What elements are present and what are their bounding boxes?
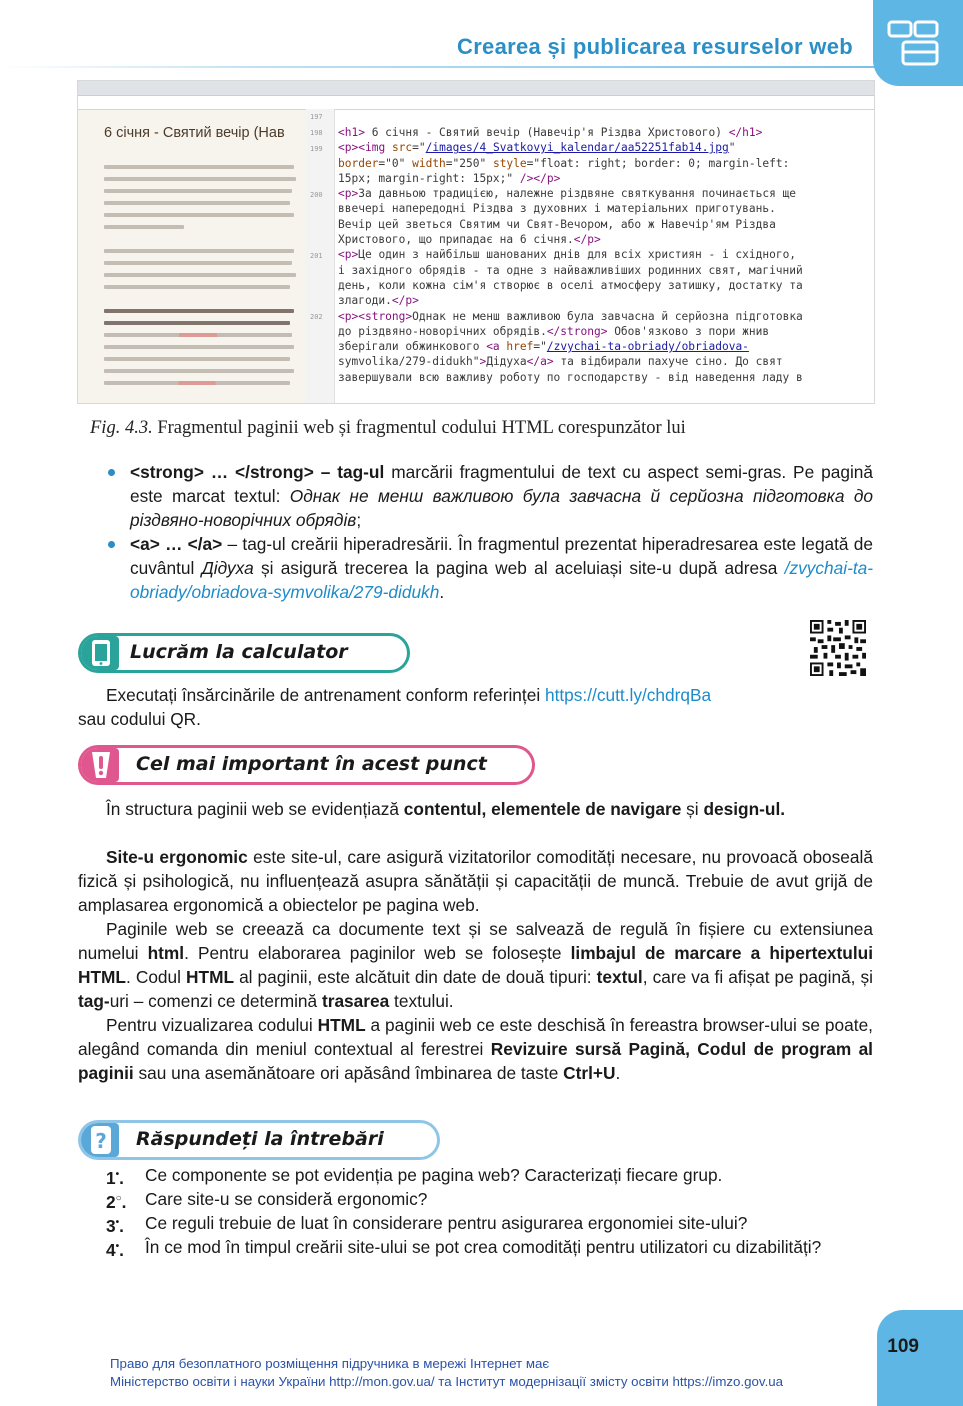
page-number-tab xyxy=(877,1310,963,1406)
code-line: Вечір цей зветься Святим чи Свят-Вечором, або ж Навечір'ям Різдва xyxy=(338,217,776,231)
source-tabbar xyxy=(306,81,874,96)
banner-title: Cel mai important în acest punct xyxy=(136,753,487,775)
page-number: 109 xyxy=(887,1336,919,1357)
question-item: 3•. Ce reguli trebuie de luat în considerare pentru asigurarea ergonomiei site-ului? xyxy=(106,1213,748,1236)
bullet-italic: Дiдуха xyxy=(201,558,254,578)
code-line: <p>Це один з найбільш шанованих днів для всіх християн - і східного, xyxy=(338,248,797,262)
important-paragraph-4: Pentru vizualizarea codului HTML a paginii web ce este deschisă în fereastra browser-ului se poate, alegând comanda din meniul contextual al ferestrei Revizuire sursă Pagină, Codul de program al paginii sau una asemănătoare ori apăsând îmbinarea de taste Ctrl+U. xyxy=(78,1015,873,1083)
code-line: <p>За давньою традицією, належне різдвяне святкування починається ще xyxy=(338,187,797,201)
bullet-code: <strong> … </strong> xyxy=(130,462,314,482)
figure-caption xyxy=(90,418,686,439)
page-text-lines xyxy=(104,165,304,393)
bullet-code: <a> … </a> xyxy=(130,534,223,554)
line-number: 201 xyxy=(310,252,323,260)
line-number: 197 xyxy=(310,113,323,121)
bullet-tail: ; xyxy=(356,510,362,530)
browser-window-source xyxy=(306,81,874,403)
calculator-instruction-2: sau codului QR. xyxy=(78,709,201,729)
banner-important xyxy=(78,745,535,785)
code-line: 15px; margin-right: 15px;" /></p> xyxy=(338,171,561,185)
question-item: 2○. Care site-u se consideră ergonomic? xyxy=(106,1189,428,1212)
code-line: symvolika/279-didukh">Дідуха</a> та відбирали пахуче сіно. До свят xyxy=(338,355,783,369)
svg-text:?: ? xyxy=(95,1129,107,1153)
banner-questions xyxy=(78,1120,440,1160)
code-line: завершували всю важливу роботу по господарству - від наведення ладу в xyxy=(338,370,803,384)
important-paragraph-1: În structura paginii web se evidențiază contentul, elementele de navigare și design-ul. xyxy=(106,799,786,819)
html-source-code xyxy=(338,125,874,385)
exclamation-icon xyxy=(81,748,119,782)
line-number: 199 xyxy=(310,145,323,153)
qr-code-icon[interactable] xyxy=(810,620,866,676)
browser-urlbar xyxy=(78,96,306,110)
header-rule xyxy=(0,66,880,68)
header-title: Crearea și publicarea resurselor web xyxy=(457,34,853,59)
line-number: 202 xyxy=(310,313,323,321)
web-layout-icon xyxy=(887,18,947,70)
line-number: 198 xyxy=(310,129,323,137)
page-heading: 6 січня - Святий вечір (Нав xyxy=(104,125,285,141)
question-list xyxy=(106,1163,874,1259)
code-line: до різдвяно-новорічних обрядів.</strong> Обов'язково з пори жнив xyxy=(338,324,770,338)
code-line: день, коли кожна сім'я створює в оселі атмосферу затишку, достатку та xyxy=(338,278,803,292)
important-paragraph-3: Paginile web se creează ca documente text și se salvează de regulă în fișiere cu extensiunea numelui html. Pentru elaborarea paginilor web se folosește limbajul de marcare a hipertextului HTML. Codul HTML al paginii, este alcătuit din date de două tipuri: textul, care va fi afișat pe pagină, și tag-uri – comenzi ce determină trasarea textului. xyxy=(78,919,874,1011)
banner-calculator xyxy=(78,633,410,673)
line-number: 200 xyxy=(310,191,323,199)
calculator-link[interactable]: https://cutt.ly/chdrqBa xyxy=(544,685,712,705)
bullet-strong xyxy=(107,460,873,532)
code-line: <h1> 6 січня - Святий вечір (Навечір'я Різдва Христового) </h1> xyxy=(338,126,763,139)
question-icon xyxy=(81,1123,119,1157)
footer-line-2: Міністерство освіти і науки України http://mon.gov.ua/ та Інститут модернізації змісту освіти https://imzo.gov.ua xyxy=(110,1374,784,1389)
browser-tabbar xyxy=(78,81,306,96)
corner-tab xyxy=(873,0,963,86)
banner-title: Răspundeți la întrebări xyxy=(136,1128,384,1150)
source-urlbar xyxy=(306,96,874,110)
caption-prefix: Fig. 4.3. xyxy=(90,418,153,438)
footer-line-1: Право для безоплатного розміщення підручника в мережі Інтернет має xyxy=(110,1356,550,1371)
code-gutter xyxy=(306,109,335,403)
calculator-text xyxy=(78,683,873,731)
bullet-dash: – tag-ul xyxy=(313,462,385,482)
code-line: зберігали обжинкового <a href="/zvychai-ta-obriady/obriadova- xyxy=(338,340,749,354)
code-line: ввечері напередодні Різдва з духовних і матеріальних приготувань. xyxy=(338,202,776,216)
bullet-text: și asigură trecerea la pagina web al aceluiași site-u după adresa xyxy=(253,558,785,578)
banner-title: Lucrăm la calculator xyxy=(130,641,348,663)
bullet-text: – tag-ul creării hiperadresării. În fragmentul prezentat hiperadresarea este legată de cuvântul xyxy=(130,534,873,578)
tag-bullets xyxy=(107,460,873,604)
code-line: border="0" width="250" style="float: right; border: 0; margin-left: xyxy=(338,156,790,170)
important-paragraph-2: Site-u ergonomic este site-ul, care asigură vizitatorilor comodități necesare, nu provoacă oboseală fizică și psihologică, nu influențează asupra sănătății și capacității de muncă. Trebuie de avut grijă de amplasarea ergonomică a obiectelor pe pagina web. xyxy=(78,847,873,915)
tablet-icon xyxy=(81,636,119,670)
bullet-text: marcării fragmentului de text cu aspect semi-gras. Pe pagină este marcat textul: xyxy=(130,462,874,506)
code-line: <p><img src="/images/4_Svatkovyi_kalendar/aa52251fab14.jpg" xyxy=(338,141,736,155)
bullet-italic: Однак не менш важливою була завчасна й серйозна підготовка до різдвяно-новорічних обрядів xyxy=(130,486,873,530)
code-line: <p><strong>Однак не менш важливою була завчасна й серйозна підготовка xyxy=(338,309,803,323)
caption-text: Fragmentul paginii web și fragmentul codului HTML corespunzător lui xyxy=(157,418,686,438)
figure-screenshot xyxy=(77,80,875,404)
question-item: 1•. Ce componente se pot evidenția pe pagina web? Caracterizați fiecare grup. xyxy=(106,1165,723,1188)
browser-window-page xyxy=(78,81,306,403)
code-line: Христового, що припадає на 6 січня.</p> xyxy=(338,233,601,247)
question-item: 4•. În ce mod în timpul creării site-ului se pot crea comodități pentru utilizatori cu dizabilități? xyxy=(106,1237,822,1260)
bullet-link[interactable]: /zvychai-ta-obriady/obriadova-symvolika/279-didukh xyxy=(130,558,873,602)
code-line: злагоди.</p> xyxy=(338,294,419,308)
bullet-tail: . xyxy=(439,582,445,602)
code-line: і західного обрядів - та одне з найважливіших родинних свят, магічний xyxy=(338,263,803,277)
bullet-anchor xyxy=(107,532,873,604)
calculator-instruction: Executați însărcinările de antrenament conform referinței xyxy=(106,685,545,705)
